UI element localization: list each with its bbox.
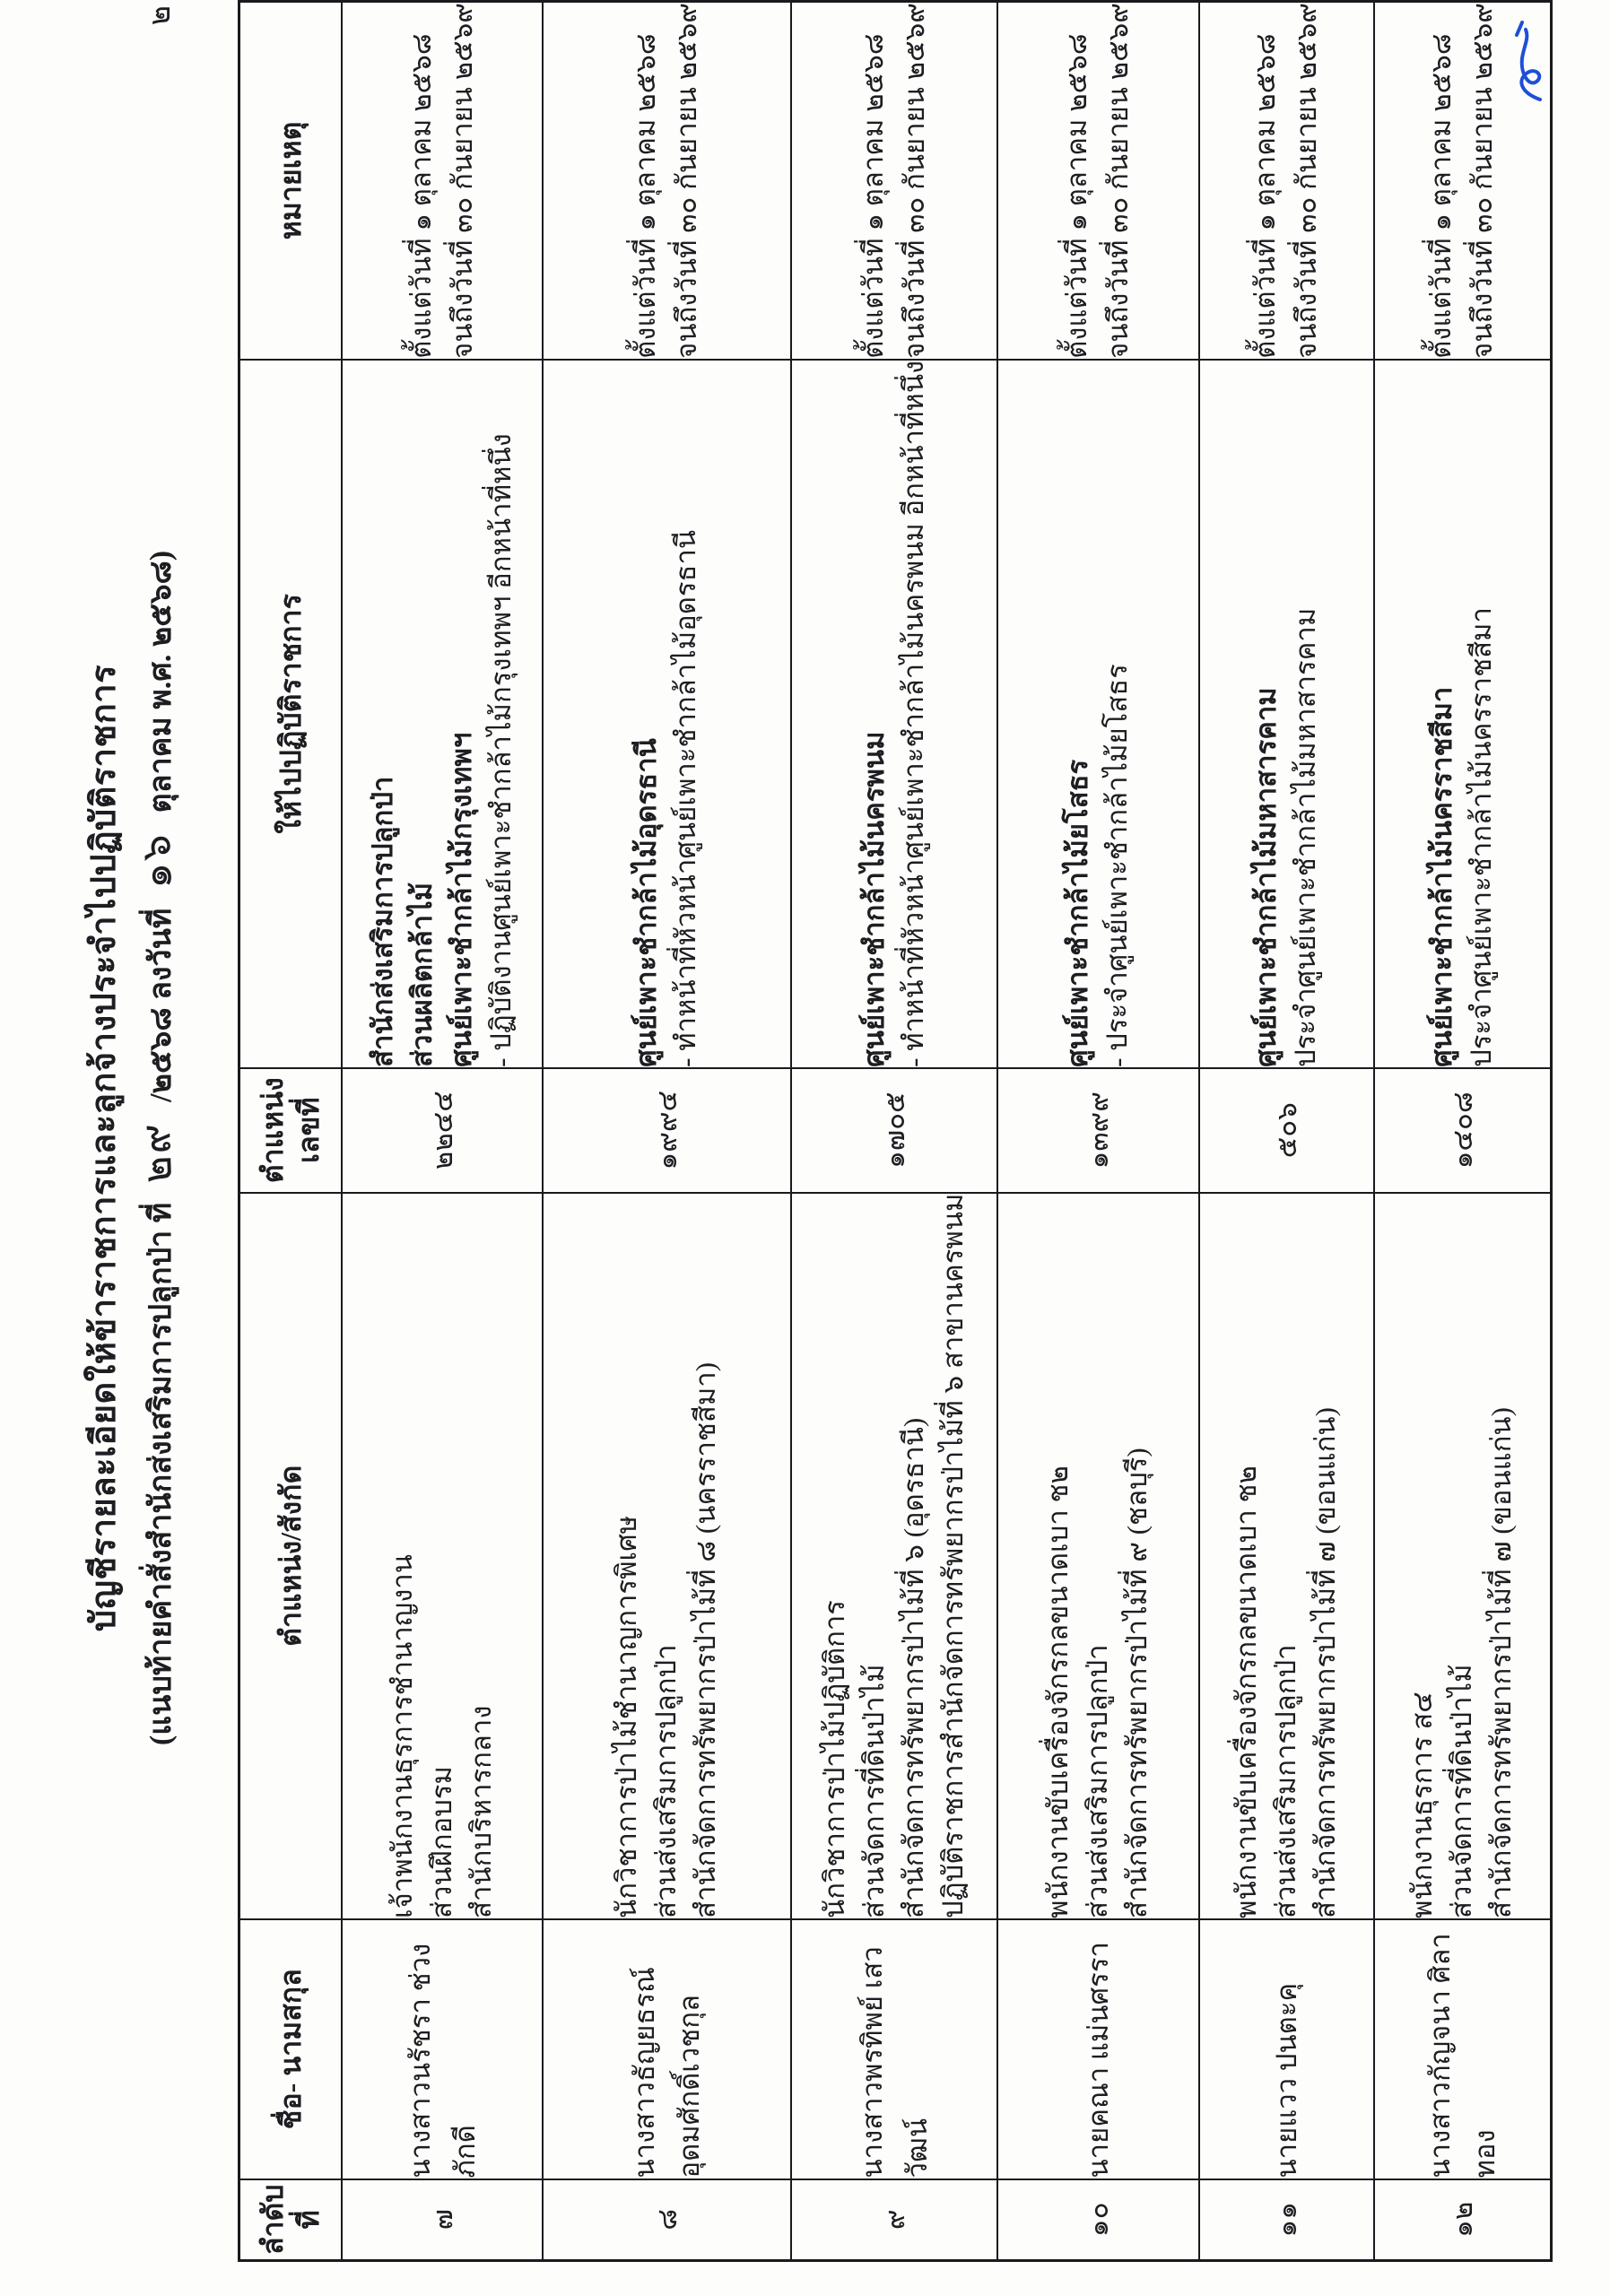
assignment-cell	[791, 360, 997, 1068]
remark-line: จนถึงวันที่ ๓๐ กันยายน ๒๕๖๙	[1291, 3, 1322, 359]
assignment-org-line: ส่วนผลิตกล้าไม้	[405, 882, 438, 1067]
row-number: ๙	[791, 2179, 997, 2261]
assignment-org-line: ศูนย์เพาะชำกล้าไม้ยโสธร	[1062, 759, 1093, 1067]
position-line: พนักงานธุรการ ส๔	[1406, 1692, 1439, 1918]
remark-line: จนถึงวันที่ ๓๐ กันยายน ๒๕๖๙	[1466, 3, 1499, 359]
remark-cell	[543, 2, 791, 360]
assignment-table	[238, 0, 1553, 2262]
position-number: ๒๒๔๔	[342, 1068, 543, 1193]
assignment-cell	[342, 360, 543, 1068]
position-line: ปฏิบัติราชการสำนักจัดการทรัพยากรป่าไม้ที่ ๖ สาขานครพนม	[936, 1193, 969, 1918]
row-number: ๗	[342, 2179, 543, 2261]
title-line-2-mid: /๒๕๖๘ ลงวันที่	[144, 908, 178, 1102]
column-header-position: ตำแหน่ง/สังกัด	[239, 1193, 342, 1919]
assignment-duty-line: - ทำหน้าที่หัวหน้าศูนย์เพาะชำกล้าไม้อุดรธานี	[670, 529, 701, 1067]
position-line: เจ้าพนักงานธุรการชำนาญงาน	[386, 1554, 418, 1918]
title-line-2-prefix: (แนบท้ายคำสั่งสำนักส่งเสริมการปลูกป่า ที่	[144, 1202, 178, 1746]
assignment-cell	[997, 360, 1199, 1068]
assignment-org-line: สำนักส่งเสริมการปลูกป่า	[366, 776, 398, 1067]
table-row	[342, 2, 543, 2261]
position-cell	[1374, 1193, 1552, 1919]
position-cell	[342, 1193, 543, 1919]
assignment-org-line: ศูนย์เพาะชำกล้าไม้นครพนม	[857, 731, 890, 1067]
assignment-org-line: ศูนย์เพาะชำกล้าไม้นครราชสีมา	[1426, 686, 1458, 1067]
handwritten-order-day: ๑๖	[133, 831, 181, 890]
position-line: นักวิชาการป่าไม้ปฏิบัติการ	[818, 1600, 850, 1918]
position-line: ส่วนส่งเสริมการปลูกป่า	[1082, 1644, 1113, 1918]
position-number: ๑๓๙๙	[997, 1068, 1199, 1193]
row-number: ๘	[543, 2179, 791, 2261]
position-line: สำนักจัดการทรัพยากรป่าไม้ที่ ๗ (ขอนแก่น)	[1485, 1407, 1518, 1918]
row-number: ๑๒	[1374, 2179, 1552, 2261]
remark-line: จนถึงวันที่ ๓๐ กันยายน ๒๕๖๙	[1102, 3, 1134, 359]
handwritten-order-number: ๒๙	[133, 1120, 181, 1184]
page-number: ๒	[144, 5, 177, 26]
remark-cell	[997, 2, 1199, 360]
person-name: นายแวว ปนตะคุ	[1199, 1919, 1374, 2179]
remark-line: ตั้งแต่วันที่ ๑ ตุลาคม ๒๕๖๘	[1061, 33, 1092, 359]
position-cell	[543, 1193, 791, 1919]
assignment-duty-line: - ทำหน้าที่หัวหน้าศูนย์เพาะชำกล้าไม้นครพนม อีกหน้าที่หนึ่ง	[897, 360, 929, 1067]
position-line: ส่วนจัดการที่ดินป่าไม้	[857, 1664, 890, 1918]
remark-line: ตั้งแต่วันที่ ๑ ตุลาคม ๒๕๖๘	[857, 33, 889, 359]
position-line: นักวิชาการป่าไม้ชำนาญการพิเศษ	[611, 1515, 642, 1918]
position-line: สำนักจัดการทรัพยากรป่าไม้ที่ ๗ (ขอนแก่น)	[1310, 1407, 1341, 1918]
remark-line: ตั้งแต่วันที่ ๑ ตุลาคม ๒๕๖๘	[1425, 33, 1458, 359]
position-cell	[791, 1193, 997, 1919]
column-header-assignment: ให้ไปปฏิบัติราชการ	[239, 360, 342, 1068]
column-header-position-no	[239, 1068, 342, 1193]
remark-line: จนถึงวันที่ ๓๐ กันยายน ๒๕๖๙	[446, 3, 478, 359]
position-cell	[997, 1193, 1199, 1919]
position-line: ส่วนส่งเสริมการปลูกป่า	[650, 1644, 682, 1918]
assignment-duty-line: - ปฏิบัติงานศูนย์เพาะชำกล้าไม้กรุงเทพฯ อีกหน้าที่หนึ่ง	[484, 433, 517, 1067]
table-row	[791, 2, 997, 2261]
assignment-cell	[1374, 360, 1552, 1068]
position-line: ส่วนฝึกอบรม	[425, 1766, 457, 1918]
table-row	[1374, 2, 1552, 2261]
assignment-duty-line: ประจำศูนย์เพาะชำกล้าไม้มหาสารคาม	[1290, 607, 1321, 1067]
position-line: สำนักจัดการทรัพยากรป่าไม้ที่ ๙ (ชลบุรี)	[1121, 1448, 1153, 1918]
person-name: นางสาวธัญยธรณ์ อุดมศักดิ์เวชกุล	[543, 1919, 791, 2179]
person-name: นางสาวกัญจนา ศิลาทอง	[1374, 1919, 1552, 2179]
person-name: นายคณา แม่นศรรา	[997, 1919, 1199, 2179]
remark-line: จนถึงวันที่ ๓๐ กันยายน ๒๕๖๙	[898, 3, 930, 359]
title-line-2-suffix: ตุลาคม พ.ศ. ๒๕๖๘)	[144, 550, 178, 813]
table-row	[997, 2, 1199, 2261]
row-number: ๑๐	[997, 2179, 1199, 2261]
assignment-duty-line: - ประจำศูนย์เพาะชำกล้าไม้ยโสธร	[1101, 664, 1133, 1067]
remark-cell	[342, 2, 543, 360]
remark-line: ตั้งแต่วันที่ ๑ ตุลาคม ๒๕๖๘	[630, 33, 661, 359]
remark-line: ตั้งแต่วันที่ ๑ ตุลาคม ๒๕๖๘	[1249, 33, 1281, 359]
position-cell	[1199, 1193, 1374, 1919]
position-line: พนักงานขับเครื่องจักรกลขนาดเบา ช๒	[1231, 1465, 1262, 1918]
document-title	[83, 0, 184, 2296]
person-name: นางสาวพรทิพย์ เสววัฒน์	[791, 1919, 997, 2179]
position-number: ๕๐๖	[1199, 1068, 1374, 1193]
column-header-position-no-line1: ตำแหน่ง	[256, 1077, 289, 1184]
remark-cell	[791, 2, 997, 360]
header-row	[239, 2, 342, 2261]
column-header-no: ลำดับที่	[239, 2179, 342, 2261]
assignment-org-line: ศูนย์เพาะชำกล้าไม้มหาสารคาม	[1250, 687, 1282, 1067]
position-line: ส่วนส่งเสริมการปลูกป่า	[1270, 1644, 1301, 1918]
title-line-1: บัญชีรายละเอียดให้ข้าราชการและลูกจ้างประจำไปปฏิบัติราชการ	[85, 664, 123, 1632]
position-line: สำนักจัดการทรัพยากรป่าไม้ที่ ๖ (อุดรธานี)	[897, 1417, 929, 1918]
position-number: ๑๔๐๘	[1374, 1068, 1552, 1193]
assignment-org-line: ศูนย์เพาะชำกล้าไม้กรุงเทพฯ	[445, 732, 477, 1067]
position-number: ๑๙๙๔	[543, 1068, 791, 1193]
column-header-name: ชื่อ- นามสกุล	[239, 1919, 342, 2179]
table-row	[543, 2, 791, 2261]
assignment-cell	[1199, 360, 1374, 1068]
position-line: สำนักบริหารกลาง	[465, 1705, 497, 1918]
row-number: ๑๑	[1199, 2179, 1374, 2261]
assignment-duty-line: ประจำศูนย์เพาะชำกล้าไม้นครราชสีมา	[1466, 607, 1498, 1067]
column-header-remark: หมายเหตุ	[239, 2, 342, 360]
column-header-position-no-line2: เลขที่	[292, 1097, 325, 1163]
assignment-cell	[543, 360, 791, 1068]
assignment-org-line: ศูนย์เพาะชำกล้าไม้อุดรธานี	[631, 738, 662, 1067]
position-line: ส่วนจัดการที่ดินป่าไม้	[1446, 1664, 1478, 1918]
remark-line: ตั้งแต่วันที่ ๑ ตุลาคม ๒๕๖๘	[405, 33, 437, 359]
remark-cell	[1199, 2, 1374, 360]
remark-line: จนถึงวันที่ ๓๐ กันยายน ๒๕๖๙	[671, 3, 702, 359]
position-number: ๑๗๐๕	[791, 1068, 997, 1193]
person-name: นางสาวนรัชรา ช่วงภักดี	[342, 1919, 543, 2179]
handwritten-initial-mark	[1510, 15, 1551, 105]
position-line: พนักงานขับเครื่องจักรกลขนาดเบา ช๒	[1042, 1465, 1074, 1918]
title-line-2	[130, 0, 184, 2296]
position-line: สำนักจัดการทรัพยากรป่าไม้ที่ ๘ (นครราชสีมา)	[690, 1361, 721, 1918]
table-row	[1199, 2, 1374, 2261]
